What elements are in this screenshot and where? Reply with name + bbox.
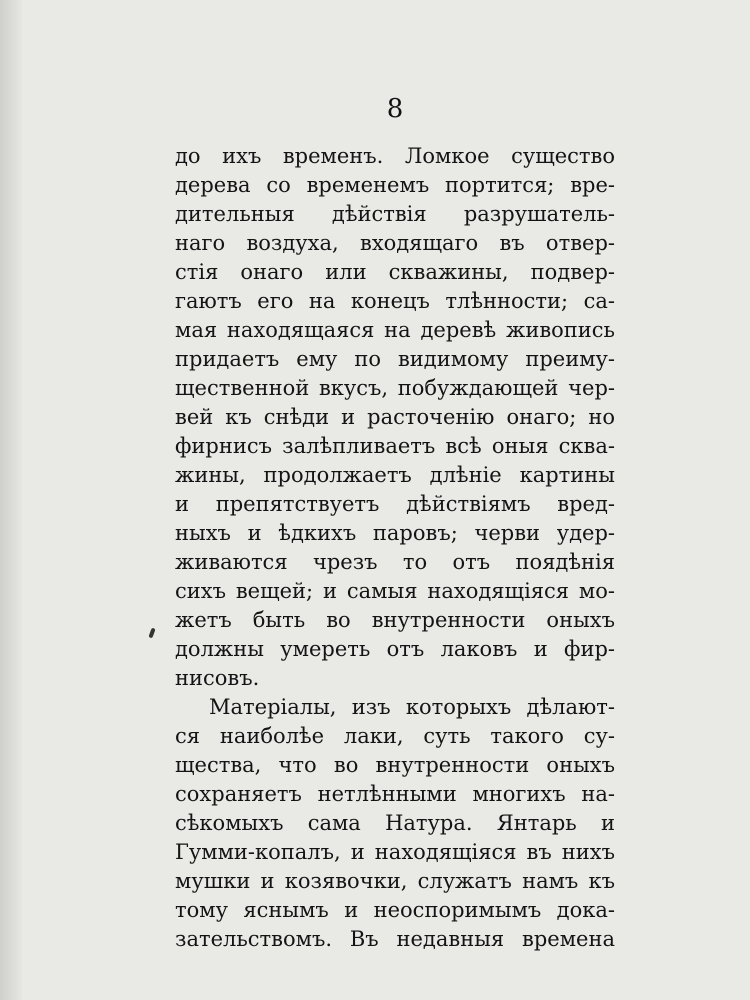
text-line: и препятствуетъ дѣйствіямъ вред-: [175, 492, 615, 516]
text-line: фирнисъ залѣпливаетъ всѣ оныя сква-: [175, 434, 615, 458]
text-line: щества, что во внутренности оныхъ: [175, 753, 615, 777]
text-line: жины, продолжаетъ длѣніе картины: [175, 463, 615, 487]
text-line: Гумми-копалъ, и находящіяся въ нихъ: [175, 840, 615, 864]
text-line: наго воздуха, входящаго въ отвер-: [175, 231, 615, 255]
text-line: должны умереть отъ лаковъ и фир-: [175, 637, 615, 661]
text-line: щественной вкусъ, побуждающей чер-: [175, 376, 615, 400]
text-line: мушки и козявочки, служатъ намъ къ: [175, 869, 615, 893]
text-line: гаютъ его на конецъ тлѣнности; са-: [175, 289, 615, 313]
paragraph-start-line: Матеріалы, изъ которыхъ дѣлают-: [209, 695, 615, 719]
text-line: живаются чрезъ то отъ поядѣнія: [175, 550, 615, 574]
text-line: ся наиболѣе лаки, суть такого су-: [175, 724, 615, 748]
text-line: мая находящаяся на деревѣ живопись: [175, 318, 615, 342]
text-line: стія онаго или скважины, подвер-: [175, 260, 615, 284]
text-line: сихъ вещей; и самыя находящіяся мо-: [175, 579, 615, 603]
paragraph-end-line: нисовъ.: [175, 666, 260, 690]
text-line: сохраняетъ нетлѣнными многихъ на-: [175, 782, 615, 806]
margin-ink-mark: [148, 628, 155, 639]
text-line: вей къ снѣди и расточенію онаго; но: [175, 405, 615, 429]
text-line: ныхъ и ѣдкихъ паровъ; черви удер-: [175, 521, 615, 545]
text-line: дительныя дѣйствія разрушатель-: [175, 202, 615, 226]
text-line: придаетъ ему по видимому преиму-: [175, 347, 615, 371]
text-line: до ихъ временъ. Ломкое существо: [175, 144, 615, 168]
text-line: сѣкомыхъ сама Натура. Янтарь и: [175, 811, 615, 835]
page-edge-shadow: [0, 0, 22, 1000]
text-line: дерева со временемъ портится; вре-: [175, 173, 615, 197]
body-text: [175, 142, 615, 954]
text-line: тому яснымъ и неоспоримымъ дока-: [175, 898, 615, 922]
page-number: 8: [386, 94, 404, 124]
text-line: жетъ быть во внутренности оныхъ: [175, 608, 615, 632]
text-line: зательствомъ. Въ недавныя времена: [175, 927, 615, 951]
